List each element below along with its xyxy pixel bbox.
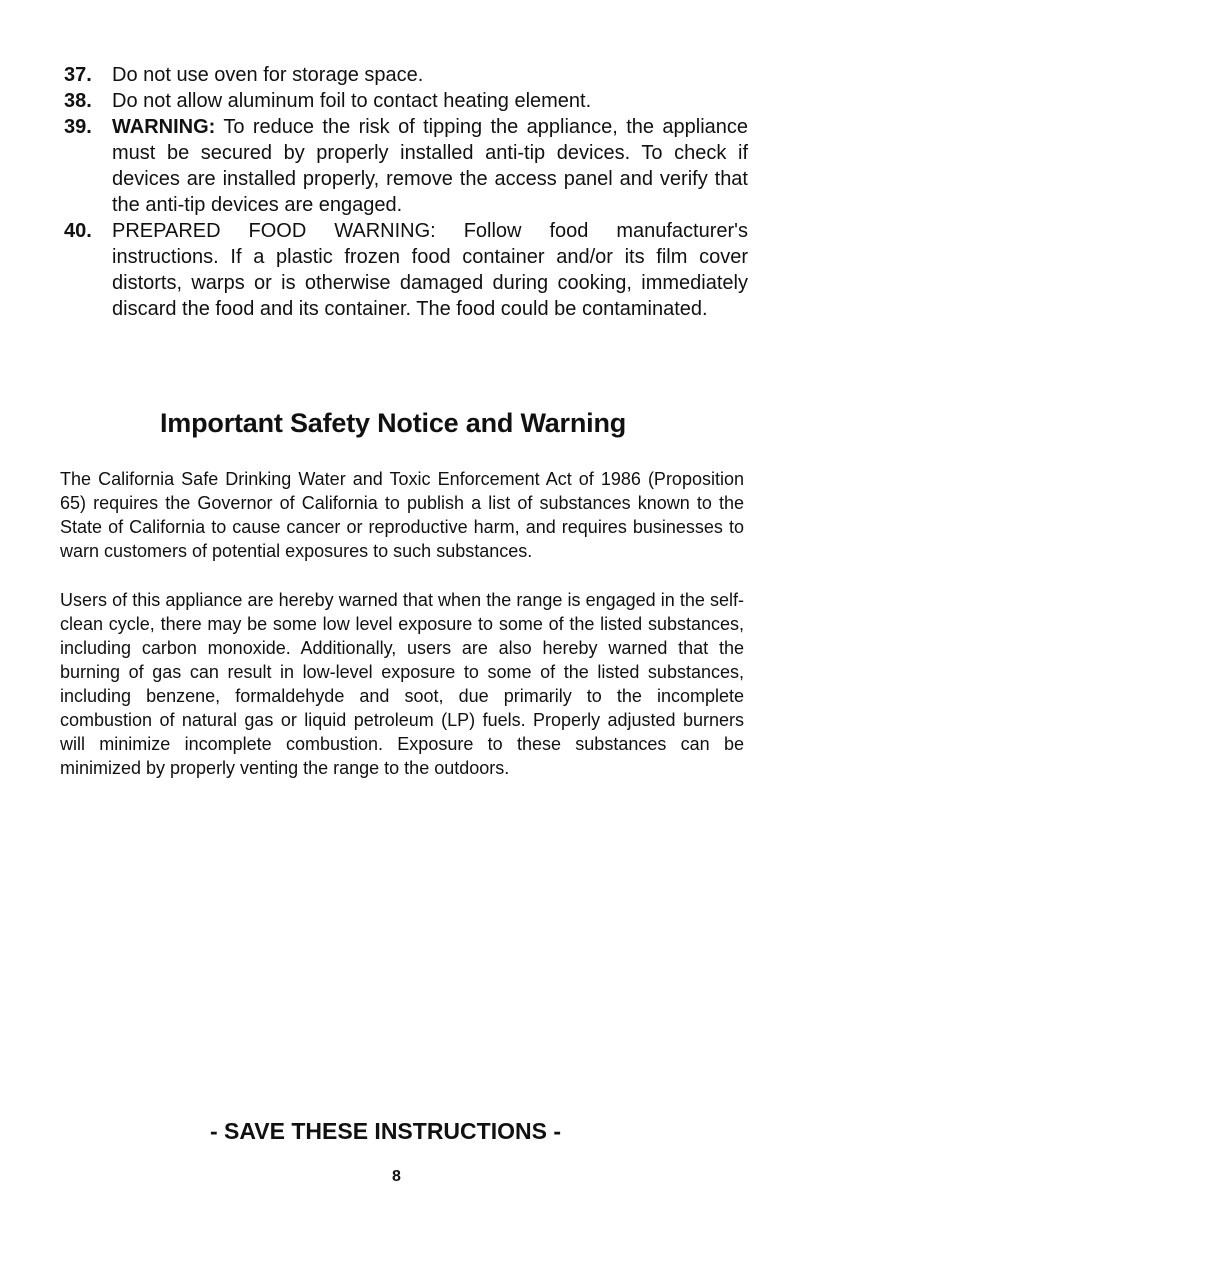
notice-heading: Important Safety Notice and Warning [160, 408, 627, 438]
save-instructions-line: - SAVE THESE INSTRUCTIONS - [210, 1118, 561, 1144]
list-item [60, 88, 760, 114]
item-number: 37. [64, 64, 92, 86]
proposition-65-paragraph: The California Safe Drinking Water and Toxic Enforcement Act of 1986 (Proposition 65) requires the Governor of California to publish a list of substances known to the State of California to cause cancer or reproductive harm, and requires businesses to warn customers of potential exposures to such substances. [60, 469, 744, 561]
safety-instructions-list [60, 62, 760, 322]
warning-label: WARNING: [112, 116, 216, 138]
page-number: 8 [392, 1168, 401, 1185]
item-text: Do not use oven for storage space. [112, 64, 424, 86]
item-number: 38. [64, 90, 92, 112]
item-number: 40. [64, 220, 92, 242]
list-item [60, 62, 760, 88]
item-text: To reduce the risk of tipping the appliance, the appliance must be secured by properly installed anti-tip devices. To check if devices are installed properly, remove the access panel and verify that the anti-tip devices are engaged. [112, 116, 749, 216]
list-item [60, 114, 760, 218]
item-text: PREPARED FOOD WARNING: Follow food manufacturer's instructions. If a plastic frozen food container and/or its film cover distorts, warps or is otherwise damaged during cooking, immediately discard the food and its container. The food could be contaminated. [112, 220, 748, 320]
item-number: 39. [64, 116, 92, 138]
item-text: Do not allow aluminum foil to contact heating element. [112, 90, 592, 112]
exposure-warning-paragraph: Users of this appliance are hereby warned that when the range is engaged in the self-clean cycle, there may be some low level exposure to some of the listed substances, including carbon monoxide. Additionally, users are also hereby warned that the burning of gas can result in low-level exposure to some of the listed substances, including benzene, formaldehyde and soot, due primarily to the incomplete combustion of natural gas or liquid petroleum (LP) fuels. Properly adjusted burners will minimize incomplete combustion. Exposure to these substances can be minimized by properly venting the range to the outdoors. [60, 590, 744, 778]
list-item [60, 218, 760, 322]
